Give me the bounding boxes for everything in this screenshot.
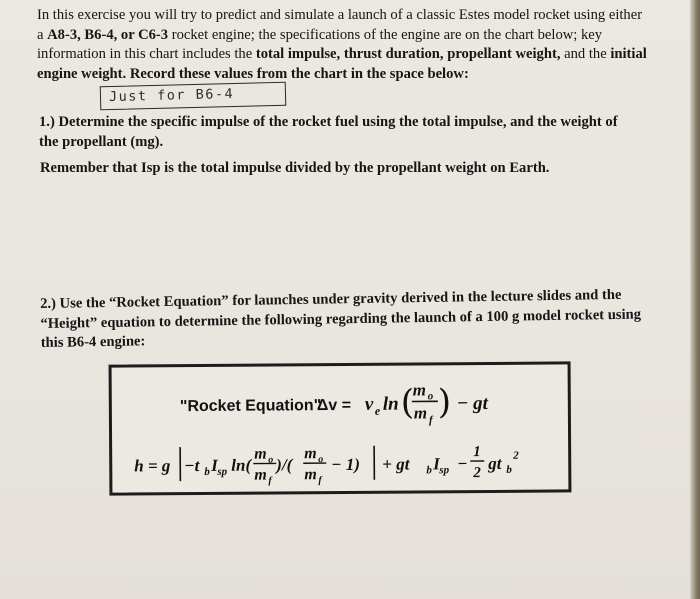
engine-list: A8-3, B6-4, or C6-3	[47, 26, 169, 43]
question-2: 2.) Use the “Rocket Equation” for launches under gravity derived in the lecture slides and the “Height” equation to determine the following regarding the launch of a 100 g model rocket using this B6-4 engine:	[40, 286, 642, 351]
handwritten-note: Just for B6-4	[100, 82, 287, 111]
height-plus-sp-sub: sp	[439, 464, 450, 477]
question-1-reminder: Remember that Isp is the total impulse divided by the propellant weight on Earth.	[40, 160, 550, 176]
equation-box	[109, 361, 572, 495]
rocket-equation-label: "Rocket Equation"	[179, 397, 322, 416]
height-plus-I: I	[433, 454, 440, 474]
rocket-mf: m	[413, 403, 428, 423]
height-plus-tb-sub: b	[426, 464, 432, 477]
initial-weight-label: initial engine weight.	[37, 46, 647, 82]
rocket-mf-sub: f	[428, 414, 433, 427]
height-minus-sign: −	[457, 454, 468, 474]
height-gt2-sub: b	[506, 463, 512, 476]
height-I: I	[211, 455, 218, 475]
half-denominator: 2	[473, 465, 481, 482]
rocket-m0: m	[412, 380, 427, 400]
height-m0-a: m	[254, 445, 267, 463]
intro-text-1: In this exercise you will try to predict and simulate a launch of a classic Estes model rocket using either a	[37, 7, 643, 43]
height-tb-sub: b	[204, 465, 210, 478]
intro-text-4: Record these values from the chart in the space below:	[126, 65, 469, 82]
height-m0-a-sub: o	[268, 454, 274, 466]
rocket-equation-lhs: Δv =	[316, 396, 352, 415]
exhaust-velocity-sub: e	[374, 403, 381, 418]
rocket-gt-term: − gt	[456, 392, 488, 415]
intro-text-3: and the	[560, 46, 611, 62]
intro-paragraph	[37, 6, 647, 84]
rocket-left-paren: (	[400, 382, 415, 423]
equations-svg	[112, 364, 569, 492]
rocket-ln: ln	[382, 393, 399, 415]
height-squared: 2	[513, 449, 519, 462]
height-mf-b-sub: f	[318, 475, 322, 487]
height-minus-one: − 1)	[331, 454, 361, 475]
exhaust-velocity: v	[364, 393, 374, 415]
height-divide: )/(	[276, 455, 293, 475]
height-ln: ln(	[231, 455, 252, 475]
height-m0-b: m	[304, 445, 317, 463]
height-mf-a-sub: f	[268, 475, 272, 487]
height-gt2: gt	[488, 453, 502, 473]
height-mf-a: m	[254, 466, 267, 484]
question-1: 1.) Determine the specific impulse of the rocket fuel using the total impulse, and the weight of the propellant (mg).	[39, 114, 618, 150]
height-plus-gt: + gt	[382, 454, 410, 474]
rocket-m0-sub: o	[427, 390, 434, 403]
rocket-right-paren: )	[437, 382, 452, 423]
height-mf-b: m	[304, 466, 317, 484]
half-numerator: 1	[473, 444, 481, 461]
height-sp-sub: sp	[217, 465, 228, 478]
page-edge-shadow	[690, 0, 700, 599]
height-minus-t: −t	[184, 455, 200, 476]
key-info-list: total impulse, thrust duration, propellant weight,	[255, 46, 561, 62]
height-lhs: h = g	[134, 456, 171, 476]
intro-text-2: rocket engine; the specifications of the engine are on the chart below; key information in this chart includes the	[37, 26, 603, 62]
height-m0-b-sub: o	[318, 454, 324, 466]
